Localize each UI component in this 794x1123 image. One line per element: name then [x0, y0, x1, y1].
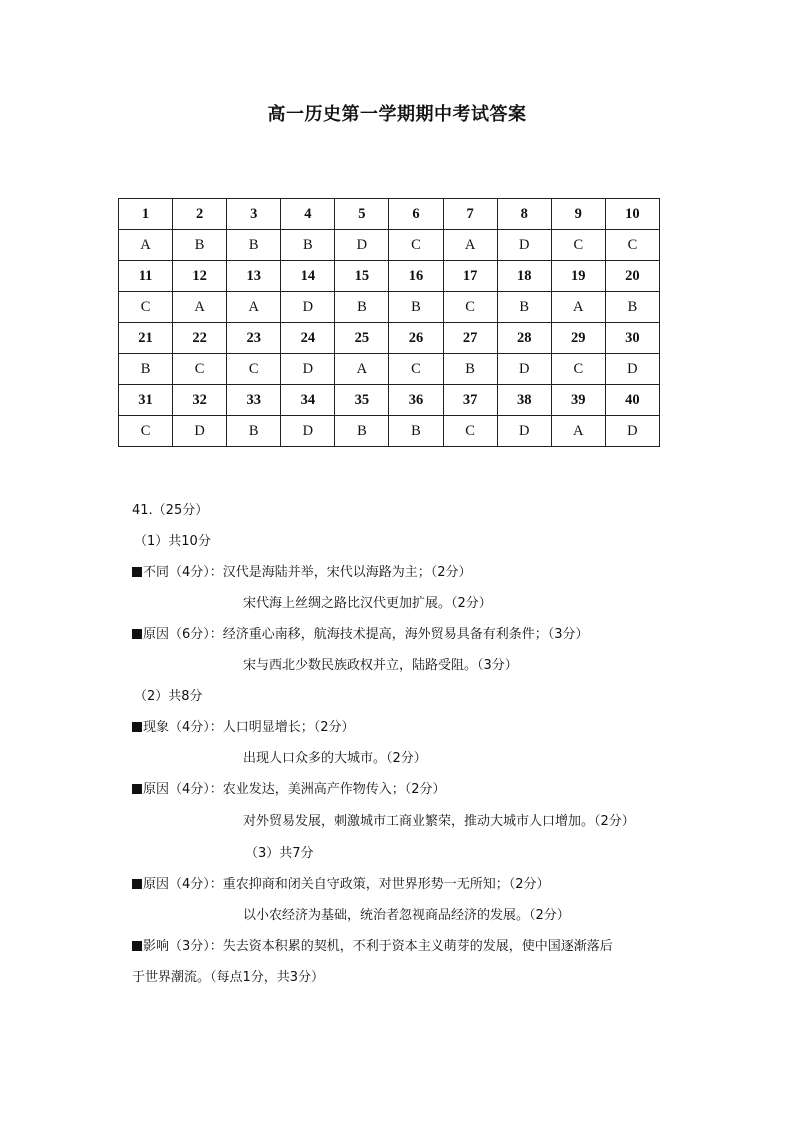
bullet-square-icon — [132, 722, 142, 732]
part1-difference-cont: 宋代海上丝绸之路比汉代更加扩展。（2分） — [243, 596, 492, 611]
question-number-cell: 39 — [551, 385, 605, 416]
answer-cell: B — [227, 230, 281, 261]
answer-cell: B — [605, 292, 659, 323]
answer-cell: D — [497, 354, 551, 385]
question-number-cell: 7 — [443, 199, 497, 230]
question-number-cell: 37 — [443, 385, 497, 416]
answer-cell: D — [497, 416, 551, 447]
question-number-cell: 18 — [497, 261, 551, 292]
answer-cell: C — [443, 292, 497, 323]
answer-cell: C — [389, 354, 443, 385]
answer-cell: B — [173, 230, 227, 261]
question-number-cell: 12 — [173, 261, 227, 292]
answer-cell: C — [119, 292, 173, 323]
part3-header: （3）共7分 — [245, 846, 314, 861]
answer-cell: D — [281, 416, 335, 447]
answer-cell: D — [173, 416, 227, 447]
question-number-cell: 33 — [227, 385, 281, 416]
part3-reason-text: 原因（4分）：重农抑商和闭关自守政策，对世界形势一无所知；（2分） — [143, 877, 550, 892]
answer-cell: B — [119, 354, 173, 385]
answer-cell: D — [605, 416, 659, 447]
question-number-cell: 6 — [389, 199, 443, 230]
question-number-cell: 25 — [335, 323, 389, 354]
question-number-cell: 16 — [389, 261, 443, 292]
question-number-cell: 29 — [551, 323, 605, 354]
question-number-cell: 31 — [119, 385, 173, 416]
answer-cell: A — [173, 292, 227, 323]
answer-cell: B — [227, 416, 281, 447]
question-number-cell: 11 — [119, 261, 173, 292]
answer-cell: D — [605, 354, 659, 385]
question-number-cell: 28 — [497, 323, 551, 354]
question-number-cell: 3 — [227, 199, 281, 230]
question-number-cell: 35 — [335, 385, 389, 416]
bullet-square-icon — [132, 784, 142, 794]
answer-cell: B — [281, 230, 335, 261]
part2-phenomenon — [132, 719, 355, 737]
bullet-square-icon — [132, 879, 142, 889]
question-number-cell: 1 — [119, 199, 173, 230]
part3-reason — [132, 876, 550, 894]
answer-cell: B — [389, 292, 443, 323]
question-number-cell: 2 — [173, 199, 227, 230]
answer-cell: B — [389, 416, 443, 447]
question-number-cell: 38 — [497, 385, 551, 416]
answer-cell: B — [335, 416, 389, 447]
answer-cell: C — [551, 354, 605, 385]
question-number-cell: 17 — [443, 261, 497, 292]
question-number-cell: 26 — [389, 323, 443, 354]
part1-difference — [132, 564, 472, 582]
part2-reason-cont: 对外贸易发展，刺激城市工商业繁荣，推动大城市人口增加。（2分） — [243, 814, 635, 829]
question-number-cell: 14 — [281, 261, 335, 292]
question-number-cell: 10 — [605, 199, 659, 230]
question-number-cell: 19 — [551, 261, 605, 292]
part2-header: （2）共8分 — [134, 689, 203, 704]
question-number-cell: 40 — [605, 385, 659, 416]
answer-cell: D — [497, 230, 551, 261]
answer-cell: C — [119, 416, 173, 447]
part1-reason-text: 原因（6分）：经济重心南移，航海技术提高，海外贸易具备有利条件；（3分） — [143, 627, 589, 642]
answer-cell: C — [605, 230, 659, 261]
question-number-cell: 34 — [281, 385, 335, 416]
part2-phenomenon-text: 现象（4分）：人口明显增长；（2分） — [143, 720, 355, 735]
question-number-cell: 24 — [281, 323, 335, 354]
question-number-cell: 23 — [227, 323, 281, 354]
answer-cell: C — [443, 416, 497, 447]
question-number-cell: 30 — [605, 323, 659, 354]
part2-reason — [132, 781, 446, 799]
part3-effect-cont: 于世界潮流。（每点1分，共3分） — [132, 970, 325, 985]
part1-header: （1）共10分 — [134, 534, 211, 549]
question-number-cell: 15 — [335, 261, 389, 292]
document-title: 高一历史第一学期期中考试答案 — [267, 104, 527, 125]
bullet-square-icon — [132, 941, 142, 951]
question-number-cell: 36 — [389, 385, 443, 416]
answer-cell: A — [119, 230, 173, 261]
question-number-cell: 8 — [497, 199, 551, 230]
part3-effect-text: 影响（3分）：失去资本积累的契机，不利于资本主义萌芽的发展，使中国逐渐落后 — [143, 939, 613, 954]
answer-cell: C — [389, 230, 443, 261]
answer-cell: A — [443, 230, 497, 261]
bullet-square-icon — [132, 629, 142, 639]
answer-cell: A — [335, 354, 389, 385]
part1-difference-text: 不同（4分）：汉代是海陆并举，宋代以海路为主；（2分） — [143, 565, 472, 580]
answer-cell: B — [335, 292, 389, 323]
question-number-cell: 4 — [281, 199, 335, 230]
question-number-cell: 9 — [551, 199, 605, 230]
answer-cell: A — [551, 292, 605, 323]
q41-header: 41.（25分） — [132, 503, 209, 518]
question-number-cell: 20 — [605, 261, 659, 292]
question-number-cell: 21 — [119, 323, 173, 354]
question-number-cell: 22 — [173, 323, 227, 354]
part1-reason — [132, 626, 589, 644]
answer-cell: D — [335, 230, 389, 261]
answer-cell: B — [497, 292, 551, 323]
bullet-square-icon — [132, 567, 142, 577]
answer-cell: D — [281, 354, 335, 385]
question-number-cell: 32 — [173, 385, 227, 416]
answer-cell: A — [551, 416, 605, 447]
part1-reason-cont: 宋与西北少数民族政权并立，陆路受阻。（3分） — [243, 658, 518, 673]
question-number-cell: 5 — [335, 199, 389, 230]
answer-cell: B — [443, 354, 497, 385]
answer-cell: C — [227, 354, 281, 385]
answer-cell: C — [173, 354, 227, 385]
answer-cell: D — [281, 292, 335, 323]
part3-reason-cont: 以小农经济为基础，统治者忽视商品经济的发展。（2分） — [243, 908, 570, 923]
answer-cell: A — [227, 292, 281, 323]
answer-cell: C — [551, 230, 605, 261]
question-number-cell: 27 — [443, 323, 497, 354]
part3-effect — [132, 938, 613, 956]
part2-reason-text: 原因（4分）：农业发达，美洲高产作物传入；（2分） — [143, 782, 446, 797]
question-number-cell: 13 — [227, 261, 281, 292]
part2-phenomenon-cont: 出现人口众多的大城市。（2分） — [243, 751, 427, 766]
